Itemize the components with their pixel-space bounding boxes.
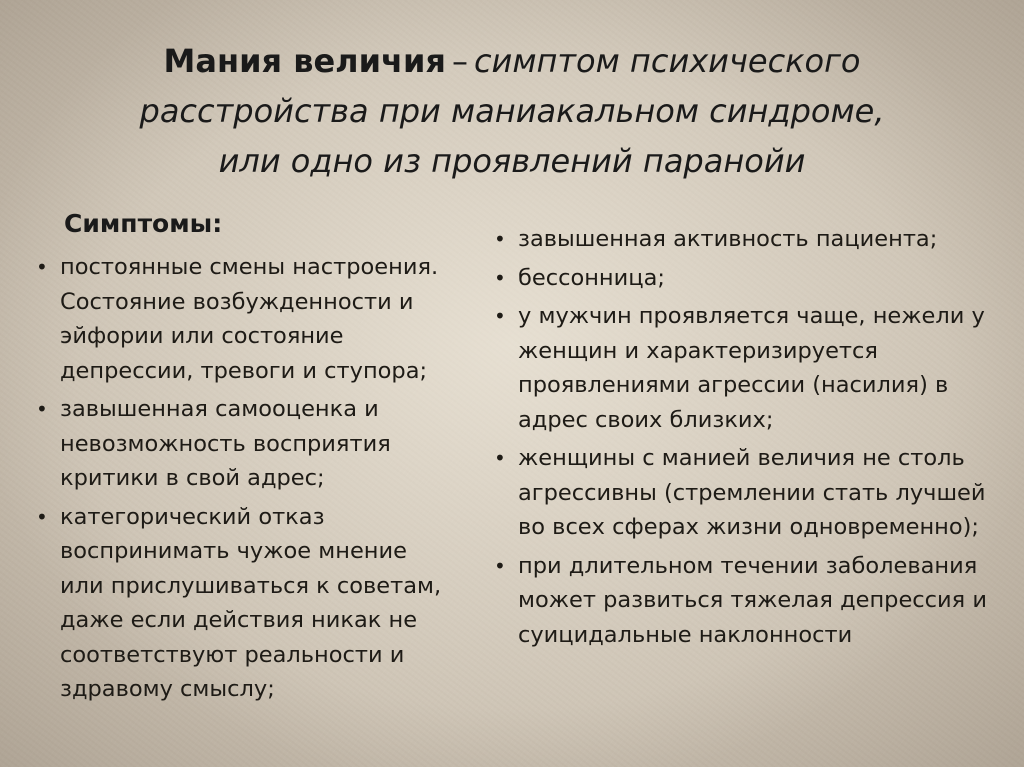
- list-item-line: у мужчин проявляется чаще, нежели у: [518, 303, 985, 329]
- list-item-line: во всех сферах жизни одновременно);: [518, 514, 979, 540]
- list-item-line: проявлениями агрессии (насилия) в: [518, 372, 949, 398]
- list-item: [494, 549, 1004, 653]
- list-item-line: эйфории или состояние: [60, 323, 344, 349]
- title-bold-term: Мания величия: [163, 42, 446, 80]
- right-bullet-list: [494, 222, 1004, 652]
- list-item: [494, 299, 1004, 437]
- left-column: [36, 206, 456, 711]
- list-item-line: даже если действия никак не: [60, 607, 418, 633]
- symptoms-heading: Симптомы:: [64, 209, 223, 238]
- bullet-icon: •: [494, 227, 506, 251]
- list-item-line: соответствуют реальности и: [60, 641, 405, 668]
- right-column: [494, 222, 1004, 656]
- title-definition-line-3: или одно из проявлений паранойи: [218, 142, 806, 180]
- list-item: [494, 222, 1004, 257]
- bullet-icon: •: [36, 504, 48, 529]
- list-item-line: постоянные смены настроения.: [60, 254, 439, 280]
- list-item-line: критики в свой адрес;: [60, 465, 325, 491]
- list-item-line: воспринимать чужое мнение: [60, 538, 407, 564]
- list-item-line: здравому смыслу;: [60, 676, 275, 702]
- list-item: [494, 441, 1004, 545]
- list-item-line: депрессии, тревоги и ступора;: [60, 357, 428, 384]
- list-item: [36, 500, 456, 707]
- list-item-line: завышенная активность пациента;: [518, 226, 938, 252]
- list-item-line: завышенная самооценка и: [60, 396, 379, 422]
- bullet-icon: •: [494, 553, 506, 578]
- list-item-line: категорический отказ: [60, 503, 325, 530]
- slide-title: [60, 36, 964, 186]
- bullet-icon: •: [36, 397, 48, 421]
- list-item-line: суицидальные наклонности: [518, 621, 853, 648]
- bullet-icon: •: [36, 255, 48, 279]
- list-item-line: при длительном течении заболевания: [518, 552, 978, 579]
- list-item-line: агрессивны (стремлении стать лучшей: [518, 479, 986, 506]
- list-item-line: или прислушиваться к советам,: [60, 572, 442, 599]
- bullet-icon: •: [494, 446, 506, 470]
- title-line-1: [60, 36, 964, 86]
- list-item-line: адрес своих близких;: [518, 406, 774, 433]
- list-item-line: женщин и характеризируется: [518, 337, 878, 364]
- list-item-line: невозможность восприятия: [60, 430, 391, 457]
- list-item: [494, 261, 1004, 296]
- bullet-icon: •: [494, 304, 506, 328]
- bullet-icon: •: [494, 265, 506, 290]
- title-definition-line-2: расстройства при маниакальном синдроме,: [139, 92, 885, 130]
- list-item-line: Состояние возбужденности и: [60, 288, 414, 315]
- list-item: [36, 392, 456, 496]
- title-dash: –: [451, 42, 468, 80]
- title-definition-line-1: симптом психического: [473, 42, 861, 80]
- left-bullet-list: [36, 250, 456, 707]
- list-item-line: женщины с манией величия не столь: [518, 445, 965, 471]
- list-item: [36, 250, 456, 388]
- list-item-line: может развиться тяжелая депрессия и: [518, 587, 987, 613]
- list-item-line: бессонница;: [518, 264, 665, 291]
